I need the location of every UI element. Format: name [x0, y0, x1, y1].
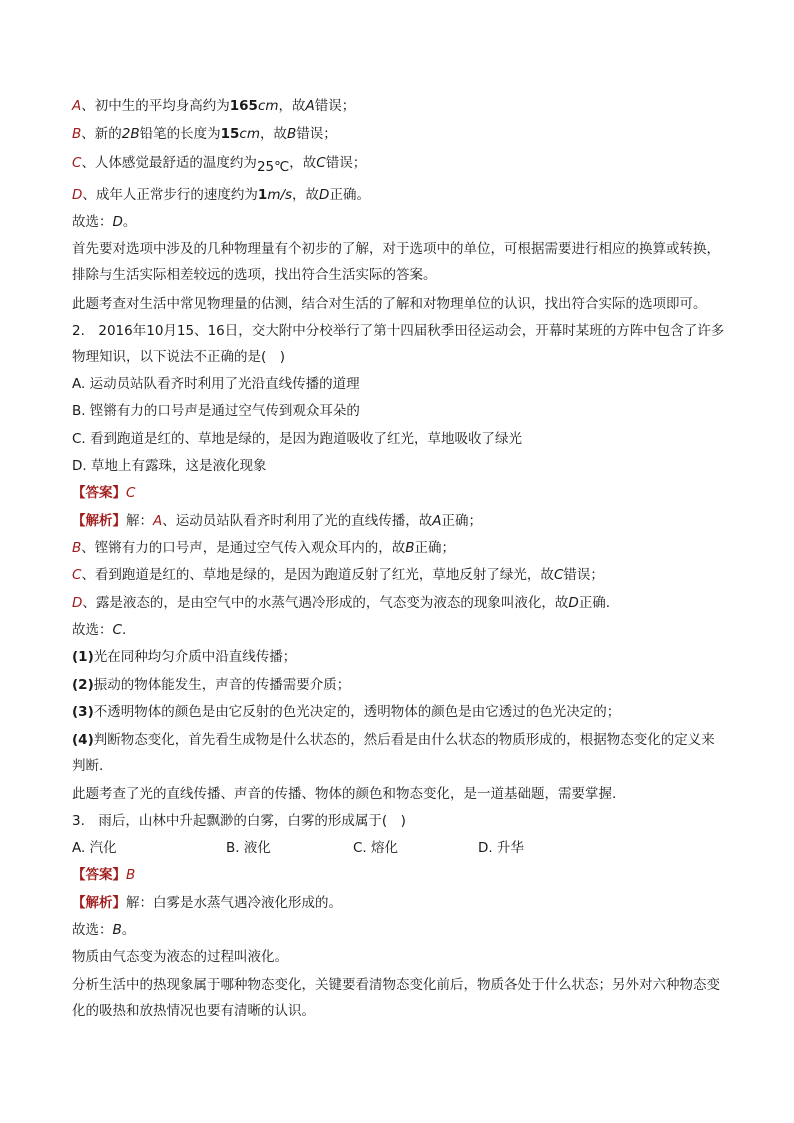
- letter: D: [112, 214, 123, 230]
- verdict: 正确；: [414, 540, 456, 556]
- q3-option-a: A. 汽化: [72, 840, 117, 856]
- text: 光在同种均匀介质中沿直线传播；: [93, 649, 297, 665]
- value: 25℃: [256, 159, 290, 175]
- q2-option-b: B. 铿锵有力的口号声是通过空气传到观众耳朵的: [72, 403, 360, 419]
- q1-line-a: [72, 96, 732, 116]
- q3-answer: [72, 865, 732, 885]
- ref: A: [432, 513, 442, 529]
- value: 15: [220, 126, 240, 142]
- point-number: (1): [72, 649, 94, 665]
- text: 解：白雾是水蒸气遇冷液化形成的。: [126, 895, 342, 911]
- text: 。: [122, 214, 137, 230]
- q2-comment: 此题考查了光的直线传播、声音的传播、物体的颜色和物态变化，是一道基础题，需要掌握.: [72, 786, 617, 802]
- text: ，故: [292, 187, 320, 203]
- q2-point-1: [72, 647, 732, 667]
- q2-analysis-a: [72, 511, 732, 531]
- q3-option-d: D. 升华: [478, 840, 524, 856]
- text: 、成年人正常步行的速度约为: [82, 187, 258, 203]
- letter: B: [72, 126, 82, 142]
- q2-point-2: [72, 675, 732, 695]
- analysis-label: 【解析】: [72, 895, 126, 911]
- ref: D: [568, 595, 579, 611]
- verdict: 错误；: [296, 126, 337, 142]
- verdict: 正确；: [441, 513, 482, 529]
- text: 铅笔的长度为: [139, 126, 221, 142]
- ref: C: [553, 567, 564, 583]
- q1-comment-1: 首先要对选项中涉及的几种物理量有个初步的了解，对于选项中的单位，可根据需要进行相应的换算或转换，排除与生活实际相差较远的选项，找出符合生活实际的答案。: [72, 241, 720, 283]
- letter: D: [72, 595, 83, 611]
- text: 解：: [126, 513, 153, 529]
- answer-value: C: [126, 485, 136, 501]
- text: ，故: [278, 98, 306, 114]
- text: 、运动员站队看齐时利用了光的直线传播，故: [162, 513, 433, 529]
- text: .: [121, 622, 127, 638]
- q2-analysis-b: [72, 538, 732, 558]
- q1-line-d: [72, 185, 732, 205]
- text: 、看到跑道是红的、草地是绿的，是因为跑道反射了红光，草地反射了绿光，故: [81, 567, 554, 583]
- answer-label: 【答案】: [72, 867, 126, 883]
- text: 振动的物体能发生，声音的传播需要介质；: [93, 677, 351, 693]
- q2-option-d: D. 草地上有露珠，这是液化现象: [72, 458, 267, 474]
- verdict: 错误；: [563, 567, 604, 583]
- value: 2B: [121, 126, 140, 142]
- unit: cm: [257, 98, 279, 114]
- text: 判断物态变化，首先看生成物是什么状态的，然后看是由什么状态的物质形成的，根据物态变化的定义来判断.: [72, 732, 715, 774]
- value: 165: [229, 98, 258, 114]
- q3-analysis: [72, 893, 732, 913]
- letter: C: [72, 567, 82, 583]
- text: ，故: [289, 155, 317, 171]
- verdict: 错误；: [314, 98, 356, 114]
- q3-choose: [72, 920, 732, 940]
- q3-comment-1: 物质由气态变为液态的过程叫液化。: [72, 949, 288, 965]
- verdict: 错误；: [325, 155, 367, 171]
- text: 、露是液态的，是由空气中的水蒸气遇冷形成的，气态变为液态的现象叫液化，故: [82, 595, 569, 611]
- q3-comment-2: 分析生活中的热现象属于哪种物态变化，关键要看清物态变化前后，物质各处于什么状态；另外对六种物态变化的吸热和放热情况也要有清晰的认识。: [72, 977, 720, 1019]
- q3-stem: 3. 雨后，山林中升起飘渺的白雾，白雾的形成属于( ): [72, 813, 406, 829]
- q2-choose: [72, 620, 732, 640]
- text: 故选：: [72, 214, 113, 230]
- ref: B: [405, 540, 415, 556]
- verdict: 正确.: [578, 595, 611, 611]
- q3-option-b: B. 液化: [226, 840, 271, 856]
- q1-line-c: [72, 153, 732, 173]
- letter: A: [153, 513, 163, 529]
- q2-analysis-d: [72, 593, 732, 613]
- q2-analysis-c: [72, 565, 732, 585]
- analysis-label: 【解析】: [72, 513, 126, 529]
- q2-answer: [72, 483, 732, 503]
- q2-point-4: [72, 727, 728, 779]
- unit: cm: [239, 126, 260, 142]
- ref: B: [287, 126, 297, 142]
- ref: C: [316, 155, 326, 171]
- point-number: (2): [72, 677, 94, 693]
- letter: C: [112, 622, 122, 638]
- q1-choose: [72, 212, 732, 232]
- text: 、人体感觉最舒适的温度约为: [81, 155, 257, 171]
- q3-option-c: C. 熔化: [353, 840, 399, 856]
- answer-value: B: [126, 867, 136, 883]
- text: 。: [121, 922, 136, 938]
- text: 故选：: [72, 922, 113, 938]
- text: 、初中生的平均身高约为: [81, 98, 230, 114]
- q2-option-a: A. 运动员站队看齐时利用了光沿直线传播的道理: [72, 376, 360, 392]
- q2-stem: 2. 2016年10月15、16日，交大附中分校举行了第十四届秋季田径运动会，开幕时某班的方阵中包含了许多物理知识，以下说法不正确的是( ): [72, 323, 725, 365]
- ref: A: [305, 98, 315, 114]
- q1-comment-2: 此题考查对生活中常见物理量的估测，结合对生活的了解和对物理单位的认识，找出符合实际的选项即可。: [72, 296, 707, 312]
- letter: B: [72, 540, 82, 556]
- letter: C: [72, 155, 82, 171]
- text: ，故: [260, 126, 287, 142]
- q2-point-3: [72, 702, 732, 722]
- letter: D: [72, 187, 83, 203]
- answer-label: 【答案】: [72, 485, 126, 501]
- letter: B: [112, 922, 122, 938]
- q2-option-c: C. 看到跑道是红的、草地是绿的，是因为跑道吸收了红光，草地吸收了绿光: [72, 431, 523, 447]
- letter: A: [72, 98, 82, 114]
- text: 、新的: [81, 126, 122, 142]
- text: 、铿锵有力的口号声，是通过空气传入观众耳内的，故: [81, 540, 406, 556]
- text: 不透明物体的颜色是由它反射的色光决定的，透明物体的颜色是由它透过的色光决定的；: [93, 704, 621, 720]
- point-number: (3): [72, 704, 94, 720]
- value: 1: [257, 187, 268, 203]
- point-number: (4): [72, 732, 94, 748]
- q1-line-b: [72, 124, 732, 144]
- text: 故选：: [72, 622, 113, 638]
- verdict: 正确。: [329, 187, 370, 203]
- unit: m/s: [267, 187, 293, 203]
- ref: D: [319, 187, 330, 203]
